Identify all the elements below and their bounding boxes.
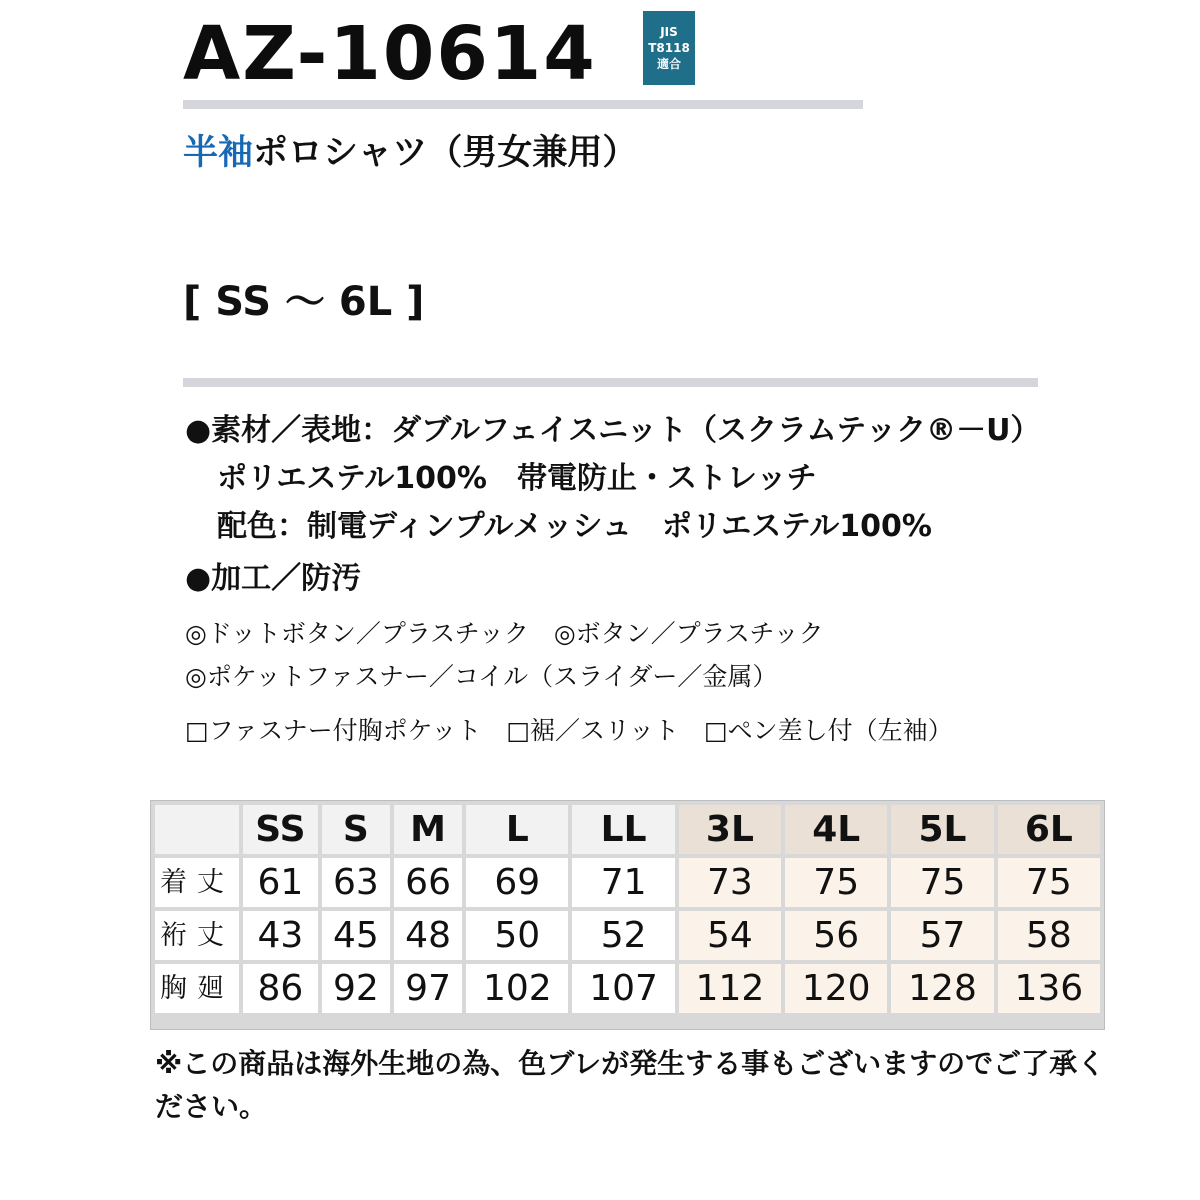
spec-material-detail: ポリエステル100% 帯電防止・ストレッチ [217,461,817,496]
table-cell: 52 [572,911,674,960]
table-cell: 120 [785,964,887,1013]
jis-badge-line-1: JIS [660,25,678,39]
table-cell: 75 [998,858,1100,907]
table-cell: 50 [466,911,568,960]
feature-buttons: ◎ドットボタン／プラスチック ◎ボタン／プラスチック [185,619,824,648]
size-header: 5L [891,805,993,854]
table-cell: 54 [679,911,781,960]
table-cell: 73 [679,858,781,907]
spec-material: ●素材／表地：ダブルフェイスニット（スクラムテック®－U） [185,413,1041,448]
spec-finish: ●加工／防汚 [185,561,362,596]
divider-top [183,100,863,109]
table-cell: 102 [466,964,568,1013]
spec-trim-material: 配色：制電ディンプルメッシュ ポリエステル100% [217,509,932,544]
size-header: LL [572,805,674,854]
feature-details: □ファスナー付胸ポケット □裾／スリット □ペン差し付（左袖） [185,716,953,745]
model-number: AZ-10614 [183,11,597,97]
table-cell: 57 [891,911,993,960]
size-header: 3L [679,805,781,854]
table-row [155,911,1100,960]
row-label: 着丈 [155,858,239,907]
size-header: M [394,805,462,854]
divider-middle [183,378,1038,387]
table-row [155,858,1100,907]
row-label: 胸廻 [155,964,239,1013]
product-name-rest: ポロシャツ（男女兼用） [253,133,638,173]
table-row [155,964,1100,1013]
table-cell: 112 [679,964,781,1013]
size-header: 4L [785,805,887,854]
table-cell: 66 [394,858,462,907]
table-cell: 97 [394,964,462,1013]
table-cell: 86 [243,964,318,1013]
jis-badge-line-2: T8118 [648,41,690,55]
size-table-header-row [155,805,1100,854]
row-label: 裄丈 [155,911,239,960]
size-header: S [322,805,390,854]
size-header: 6L [998,805,1100,854]
table-cell: 61 [243,858,318,907]
table-cell: 56 [785,911,887,960]
table-cell: 45 [322,911,390,960]
product-name [183,128,637,178]
table-cell: 71 [572,858,674,907]
size-range: [ SS ～ 6L ] [183,279,425,325]
table-cell: 43 [243,911,318,960]
table-cell: 136 [998,964,1100,1013]
size-table-grid [151,801,1104,1017]
size-header: L [466,805,568,854]
size-table [150,800,1105,1030]
table-cell: 75 [891,858,993,907]
table-cell: 107 [572,964,674,1013]
footnote: ※この商品は海外生地の為、色ブレが発生する事もございますのでご了承ください。 [155,1047,1106,1123]
size-table-corner [155,805,239,854]
product-name-accent: 半袖 [183,133,254,173]
table-cell: 92 [322,964,390,1013]
size-header: SS [243,805,318,854]
feature-pocket-zipper: ◎ポケットファスナー／コイル（スライダー／金属） [185,662,778,691]
table-cell: 58 [998,911,1100,960]
table-cell: 75 [785,858,887,907]
table-cell: 63 [322,858,390,907]
table-cell: 128 [891,964,993,1013]
table-cell: 48 [394,911,462,960]
table-cell: 69 [466,858,568,907]
jis-badge-line-3: 適合 [656,57,681,71]
jis-badge [643,11,695,85]
